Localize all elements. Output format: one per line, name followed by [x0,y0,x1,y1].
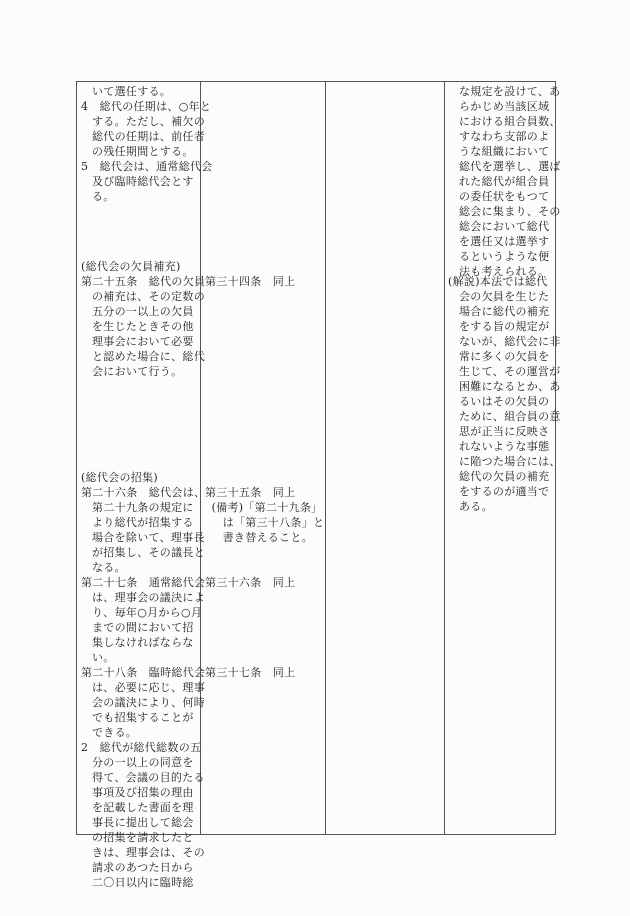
model-article-line: きは、理事会は、その [92,846,205,859]
model-article-line: 事長に提出して総会 [92,816,194,829]
commentary-line: を選任又は選挙す [459,235,550,248]
commentary-line: の委任状をもつて [459,190,550,203]
model-article-line: 理事会において必要 [92,335,194,348]
model-article-line: は、理事会の議決によ [92,591,205,604]
model-article-line: なる。 [92,561,126,574]
commentary-line: 総代を選挙し、選ば [459,160,561,173]
model-article-line: を生じたときその他 [92,320,194,333]
model-article-line: 分の一以上の同意を [92,756,194,769]
model-article-column [81,82,213,889]
model-article-line: の補充は、その定数の [92,290,205,303]
commentary-line: ために、組合員の意 [459,410,561,423]
commentary-line: 思が正当に反映さ [459,425,550,438]
reference-article-column [205,82,325,834]
reference-article-line: 第三十四条 同上 [205,275,296,288]
commentary-line: における組合員数、 [459,115,561,128]
commentary-line: れた総代が組合員 [459,175,550,188]
commentary-line: 困難になるとか、あ [459,380,561,393]
commentary-line: らかじめ当該区域 [459,100,550,113]
commentary-line: 会の欠員を生じた [459,290,550,303]
reference-article-line: は「第三十八条」と [222,516,325,529]
model-article-line: 第二十八条 臨時総代会 [81,666,206,679]
column-divider [325,82,326,834]
model-article-line: (総代会の欠員補充) [81,260,181,273]
model-article-line: する。ただし、補欠の [92,115,205,128]
model-article-line: 総代の任期は、前任者 [92,130,205,143]
model-article-line: 請求のあつた日から [92,861,194,874]
model-article-line: 場合を除いて、理事長 [92,531,205,544]
reference-article-line: 第三十五条 同上 [205,486,296,499]
model-article-line: い。 [92,651,115,664]
commentary-line: ないが、総代会に非 [459,335,561,348]
model-article-line: 得て、会議の目的たる [92,771,205,784]
model-article-line: の招集を請求したと [92,831,194,844]
commentary-line: な規定を設けて、あ [459,85,561,98]
commentary-line: うな組織において [459,145,550,158]
commentary-line: に陥つた場合には、 [459,455,561,468]
commentary-line: 総会において総代 [459,220,550,233]
commentary-line: 生じて、その運営が [459,365,561,378]
model-article-line: が招集し、その議長と [92,546,205,559]
model-article-line: 二〇日以内に臨時総 [92,876,194,889]
model-article-line: 集しなければならな [92,636,194,649]
model-article-line: 第二十九条の規定に [92,501,194,514]
commentary-line: れないような事態 [459,440,550,453]
commentary-line: るというような便 [459,250,550,263]
model-article-line: 第二十六条 総代会は、 [81,486,206,499]
reference-article-line: (備考)「第二十九条」 [211,501,323,514]
commentary-line: 総会に集まり、その [459,205,561,218]
commentary-line: (解説)本法では総代 [448,275,548,288]
model-article-line: までの間において招 [92,621,194,634]
blank-column [329,82,444,834]
commentary-line: すなわち支部のよ [459,130,550,143]
reference-article-line: 第三十七条 同上 [205,666,296,679]
model-article-line: の残任期間とする。 [92,145,194,158]
commentary-line: るいはその欠員の [459,395,550,408]
model-article-line: 2 総代が総代総数の五 [81,741,202,754]
reference-article-line: 第三十六条 同上 [205,576,296,589]
model-article-line: より総代が招集する [92,516,194,529]
commentary-column [448,82,561,834]
column-divider [444,82,445,834]
model-article-line: できる。 [92,726,138,739]
commentary-line: をする旨の規定が [459,320,550,333]
commentary-line: をするのが適当で [459,485,550,498]
commentary-line: 総代の欠員の補充 [459,470,550,483]
model-article-line: 及び臨時総代会とす [92,175,194,188]
model-article-line: 事項及び招集の理由 [92,786,194,799]
commentary-line: 法も考えられる。 [459,265,550,278]
model-article-line: 会の議決により、何時 [92,696,205,709]
model-article-line: でも招集することが [92,711,194,724]
commentary-line: ある。 [459,500,493,513]
model-article-line: り、毎年○月から○月 [92,606,203,619]
model-article-line: を記載した書面を理 [92,801,194,814]
model-article-line: る。 [92,190,115,203]
commentary-line: 常に多くの欠員を [459,350,550,363]
commentary-line: 場合に総代の補充 [459,305,550,318]
model-article-line: いて選任する。 [92,85,172,98]
model-article-line: 第二十五条 総代の欠員 [81,275,206,288]
model-article-line: (総代会の招集) [81,471,158,484]
model-article-line: 4 総代の任期は、○年と [81,100,212,113]
model-article-line: 5 総代会は、通常総代会 [81,160,213,173]
model-article-line: 会において行う。 [92,365,183,378]
model-article-line: 五分の一以上の欠員 [92,305,194,318]
model-article-line: と認めた場合に、総代 [92,350,205,363]
comparison-table [76,81,561,889]
model-article-line: は、必要に応じ、理事 [92,681,205,694]
reference-article-line: 書き替えること。 [222,531,313,544]
model-article-line: 第二十七条 通常総代会 [81,576,206,589]
